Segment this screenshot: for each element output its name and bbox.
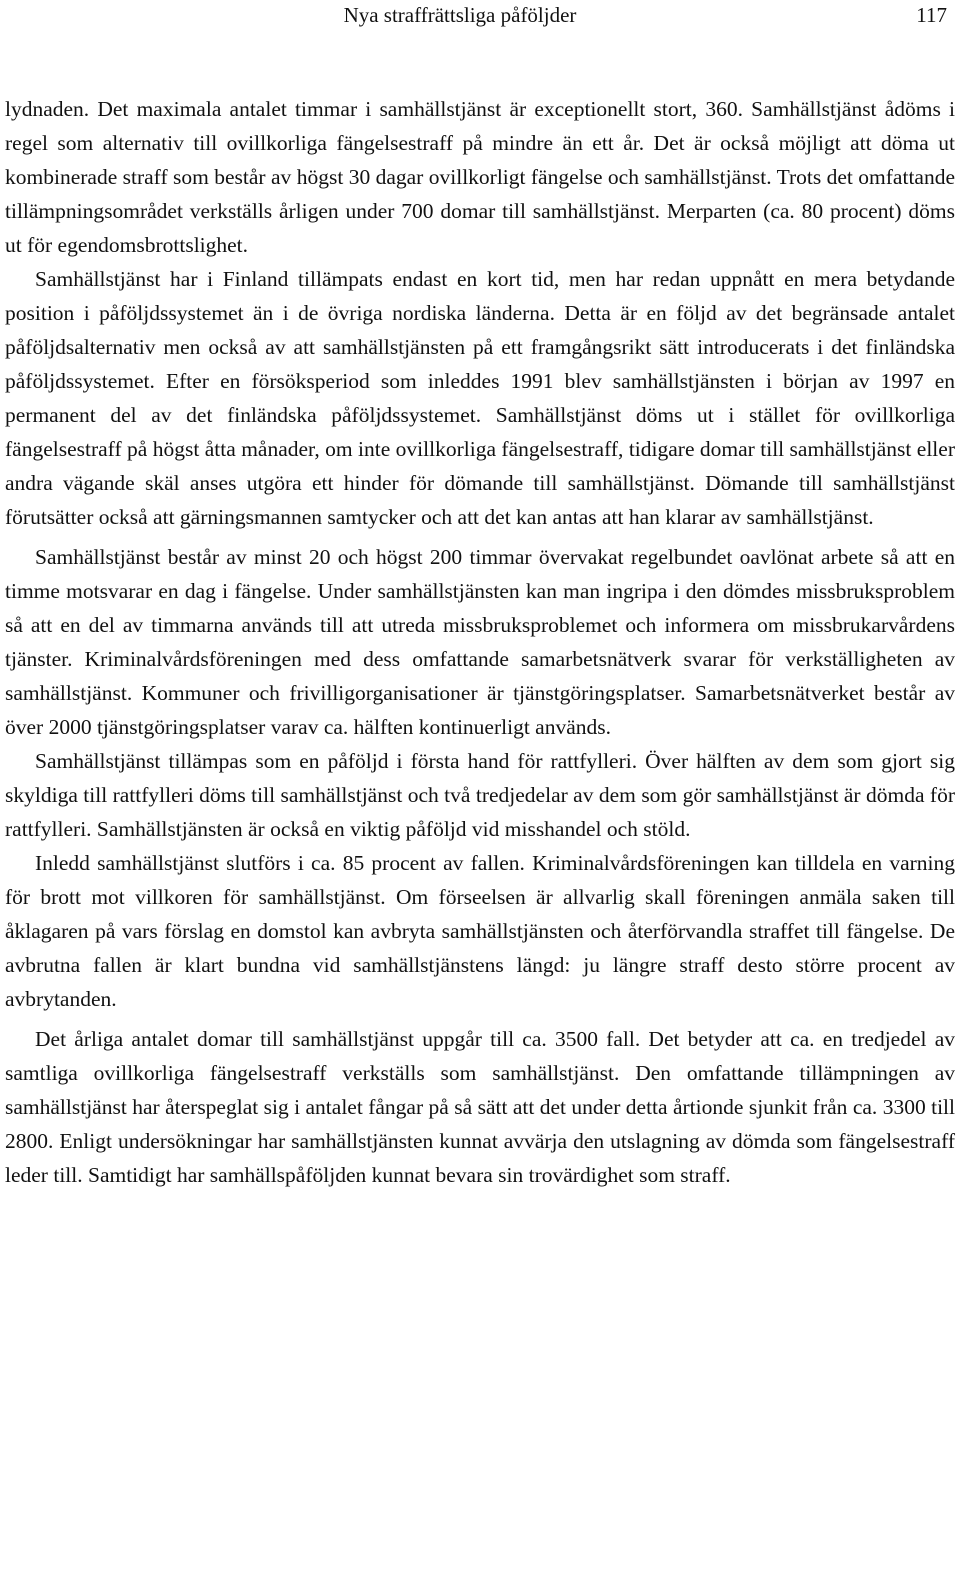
paragraph-6: Det årliga antalet domar till samhällstjänst uppgår till ca. 3500 fall. Det betyder att ca. en tredjedel av samtliga ovillkorliga fängelsestraff verkställs som samhällstjänst. Den omfattande tillämpningen av samhällstjänst har återspeglat sig i antalet fångar på så sätt att det under detta årtionde sjunkit från ca. 3300 till 2800. Enligt undersökningar har samhällstjänsten kunnat avvärja den utslagning av dömda som fängelsestraff leder till. Samtidigt har samhällspåföljden kunnat bevara sin trovärdighet som straff. <box>5 1027 955 1187</box>
page-header <box>5 0 955 30</box>
paragraph-5: Inledd samhällstjänst slutförs i ca. 85 procent av fallen. Kriminalvårdsföreningen kan tilldela en varning för brott mot villkoren för samhällstjänst. Om förseelsen är allvarlig skall föreningen anmäla saken till åklagaren på vars förslag en domstol kan avbryta samhällstjänsten och återförvandla straffet till fängelse. De avbrutna fallen är klart bundna vid samhällstjänstens längd: ju längre straff desto större procent av avbrytanden. <box>5 851 955 1011</box>
page-number: 117 <box>916 3 947 27</box>
body-text <box>5 92 955 1192</box>
paragraph-4: Samhällstjänst tillämpas som en påföljd i första hand för rattfylleri. Över hälften av dem som gjort sig skyldiga till rattfylleri döms till samhällstjänst och två tredjedelar av dem som gör samhällstjänst är dömda för rattfylleri. Samhällstjänsten är också en viktig påföljd vid misshandel och stöld. <box>5 749 955 841</box>
document-page <box>5 0 955 1585</box>
paragraph-1: lydnaden. Det maximala antalet timmar i samhällstjänst är exceptionellt stort, 360. Samhällstjänst ådöms i regel som alternativ till ovillkorliga fängelsestraff på mindre än ett år. Det är också möjligt att döma ut kombinerade straff som består av högst 30 dagar ovillkorligt fängelse och samhällstjänst. Trots det omfattande tillämpningsområdet verkställs årligen under 700 domar till samhällstjänst. Merparten (ca. 80 procent) döms ut för egendomsbrottslighet. <box>5 97 955 257</box>
paragraph-3: Samhällstjänst består av minst 20 och högst 200 timmar övervakat regelbundet oavlönat arbete så att en timme motsvarar en dag i fängelse. Under samhällstjänsten kan man ingripa i den dömdes missbruksproblem så att en del av timmarna används till att utreda missbruksproblemet och informera om missbrukarvårdens tjänster. Kriminalvårdsföreningen med dess omfattande samarbetsnätverk svarar för verkställigheten av samhällstjänst. Kommuner och frivilligorganisationer är tjänstgöringsplatser. Samarbetsnätverket består av över 2000 tjänstgöringsplatser varav ca. hälften kontinuerligt används. <box>5 545 955 739</box>
paragraph-2: Samhällstjänst har i Finland tillämpats endast en kort tid, men har redan uppnått en mera betydande position i påföljdssystemet än i de övriga nordiska länderna. Detta är en följd av det begränsade antalet påföljdsalternativ men också av att samhällstjänsten på ett framgångsrikt sätt introducerats i det finländska påföljdssystemet. Efter en försöksperiod som inleddes 1991 blev samhällstjänsten i början av 1997 en permanent del av det finländska påföljdssystemet. Samhällstjänst döms ut i stället för ovillkorliga fängelsestraff på högst åtta månader, om inte ovillkorliga fängelsestraff, tidigare domar till samhällstjänst eller andra vägande skäl anses utgöra ett hinder för dömande till samhällstjänst. Dömande till samhällstjänst förutsätter också att gärningsmannen samtycker och att det kan antas att han klarar av samhällstjänst. <box>5 267 955 529</box>
running-head: Nya straffrättsliga påföljder <box>343 3 577 27</box>
